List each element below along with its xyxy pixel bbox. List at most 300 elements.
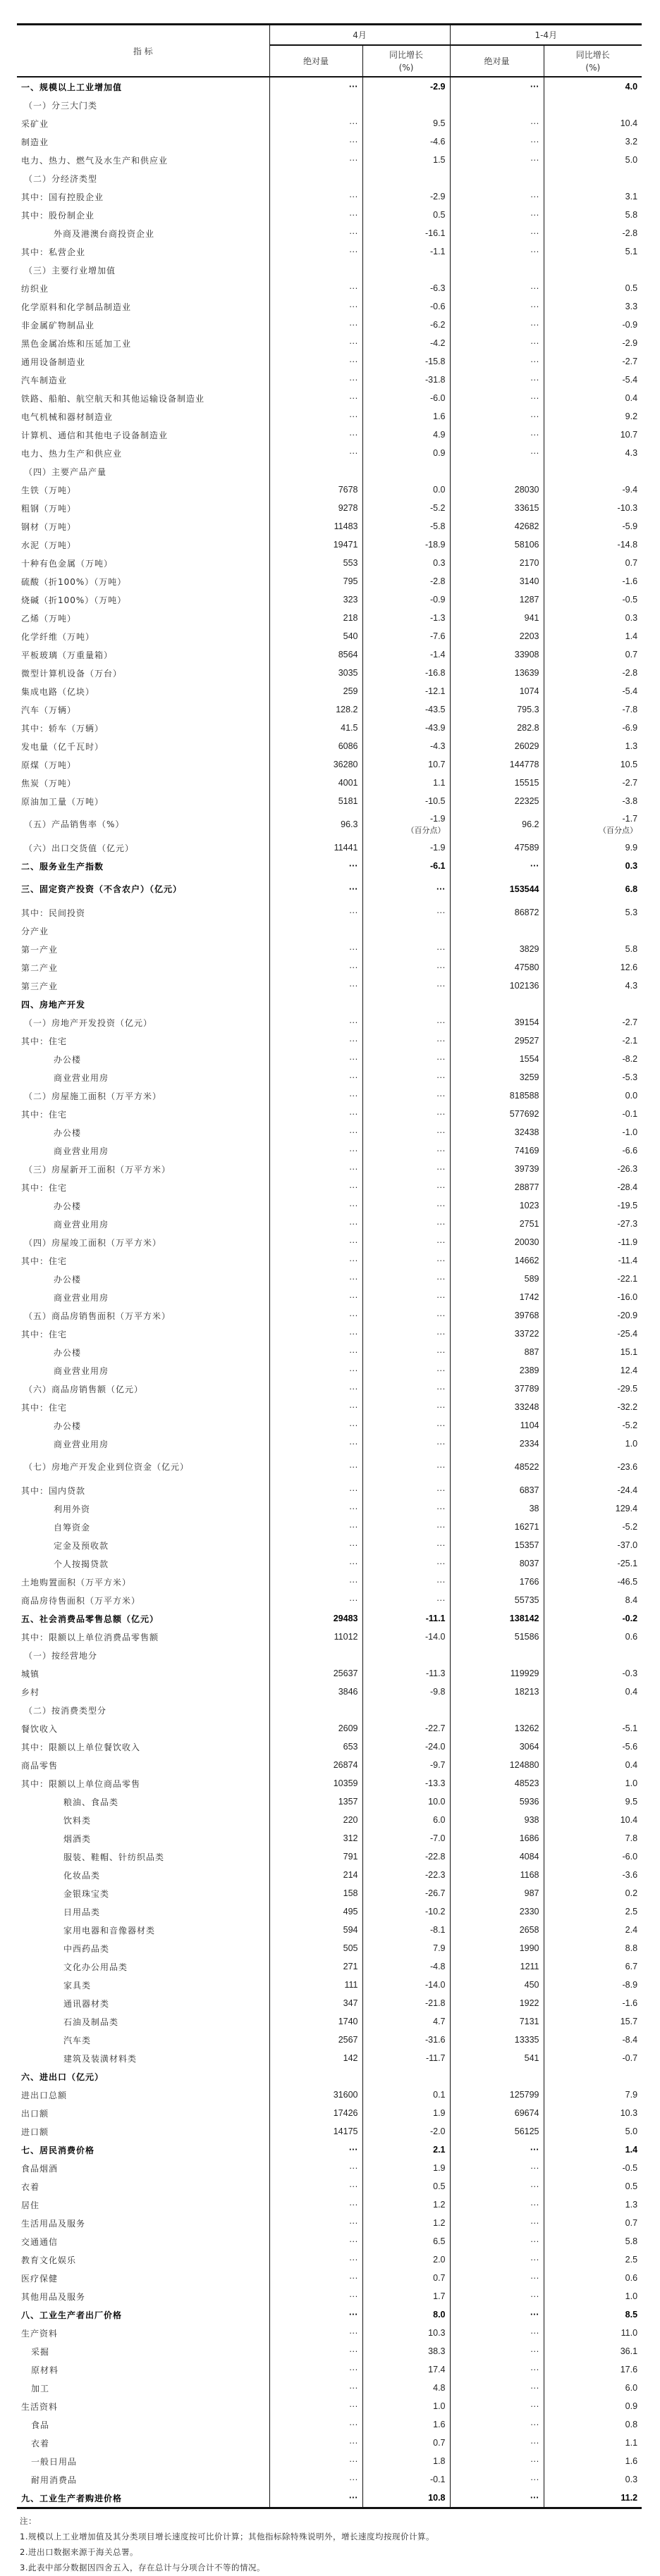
indicator-name: 办公楼: [54, 1347, 82, 1358]
month-yoy-value: -2.8: [362, 572, 450, 590]
ytd-abs-value: 3064: [450, 1738, 544, 1756]
indicator-name: （三）房屋新开工面积（万平方米）: [24, 1164, 171, 1175]
ytd-yoy-value: 3.2: [544, 132, 642, 151]
ytd-abs-value: 938: [450, 1811, 544, 1829]
ytd-yoy-value: 0.4: [544, 1683, 642, 1701]
ytd-yoy-value: -0.2: [544, 1609, 642, 1628]
table-row: [17, 1086, 642, 1105]
ytd-yoy-value: 5.8: [544, 206, 642, 224]
ytd-abs-value: 795.3: [450, 700, 544, 719]
month-abs-value: ···: [269, 1536, 362, 1554]
ytd-abs-value: ···: [450, 352, 544, 371]
table-row: [17, 1160, 642, 1178]
month-abs-value: ···: [269, 1416, 362, 1435]
ytd-yoy-value: 4.0: [544, 77, 642, 96]
table-row: [17, 2360, 642, 2379]
month-abs-value: ···: [269, 875, 362, 903]
indicator-name: 建筑及装潢材料类: [63, 2053, 138, 2064]
month-yoy-value: -31.8: [362, 371, 450, 389]
ytd-yoy-value: 8.5: [544, 2305, 642, 2324]
indicator-name: 化妆品类: [63, 1870, 101, 1881]
month-abs-value: ···: [269, 1398, 362, 1416]
table-row: [17, 206, 642, 224]
table-row: [17, 1499, 642, 1518]
month-abs-value: ···: [269, 1178, 362, 1196]
month-abs-value: ···: [269, 1499, 362, 1518]
indicator-name: 发电量（亿千瓦时）: [21, 741, 104, 752]
indicator-name: 土地购置面积（万平方米）: [21, 1577, 132, 1587]
month-yoy-value: -1.3: [362, 609, 450, 627]
month-abs-value: 11483: [269, 517, 362, 535]
ytd-yoy-value: -19.5: [544, 1196, 642, 1215]
indicator-name: 七、居民消费价格: [21, 2145, 95, 2155]
month-abs-value: ···: [269, 1270, 362, 1288]
ytd-abs-value: ···: [450, 2269, 544, 2287]
ytd-abs-value: ···: [450, 224, 544, 242]
ytd-yoy-value: 7.8: [544, 1829, 642, 1847]
ytd-abs-value: 1686: [450, 1829, 544, 1847]
indicator-name: 电气机械和器材制造业: [21, 411, 114, 422]
ytd-abs-value: ···: [450, 2250, 544, 2269]
table-row: [17, 590, 642, 609]
ytd-yoy-value: 0.7: [544, 2214, 642, 2232]
month-yoy-value: 0.3: [362, 554, 450, 572]
ytd-abs-value: 74169: [450, 1141, 544, 1160]
month-abs-value: ···: [269, 1160, 362, 1178]
table-header: [17, 25, 642, 78]
ytd-abs-value: 1922: [450, 1994, 544, 2012]
table-row: [17, 995, 642, 1013]
table-row: [17, 242, 642, 261]
month-abs-value: 347: [269, 1994, 362, 2012]
ytd-abs-value: [450, 922, 544, 940]
month-yoy-value: 1.9: [362, 2104, 450, 2122]
table-row: [17, 1628, 642, 1646]
month-abs-value: 259: [269, 682, 362, 700]
table-row: [17, 2104, 642, 2122]
ytd-abs-value: 26029: [450, 737, 544, 755]
month-abs-value: 111: [269, 1976, 362, 1994]
month-yoy-value: 9.5: [362, 114, 450, 132]
ytd-abs-value: ···: [450, 2379, 544, 2397]
month-abs-value: ···: [269, 389, 362, 407]
indicator-name: 其中：限额以上单位商品零售: [21, 1778, 141, 1789]
month-yoy-value: 0.0: [362, 481, 450, 499]
ytd-yoy-header: 同比增长 (%): [544, 45, 642, 77]
ytd-yoy-value: -0.3: [544, 1664, 642, 1683]
indicator-name: 中西药品类: [63, 1943, 110, 1954]
month-abs-value: [269, 1646, 362, 1664]
indicator-name: 生铁（万吨）: [21, 485, 77, 495]
indicator-name: 原材料: [31, 2365, 59, 2375]
month-yoy-value: ···: [362, 1398, 450, 1416]
indicator-name: 进出口总额: [21, 2090, 68, 2100]
ytd-abs-value: 20030: [450, 1233, 544, 1251]
ytd-abs-value: 39154: [450, 1013, 544, 1032]
ytd-yoy-value: 5.8: [544, 940, 642, 958]
month-abs-value: ···: [269, 114, 362, 132]
indicator-name: 黑色金属冶炼和压延加工业: [21, 338, 132, 349]
month-abs-value: ···: [269, 2452, 362, 2470]
ytd-yoy-value: -5.3: [544, 1068, 642, 1086]
ytd-abs-value: 33722: [450, 1325, 544, 1343]
table-row: [17, 2324, 642, 2342]
indicator-name: （五）商品房销售面积（万平方米）: [24, 1311, 171, 1321]
ytd-yoy-value: 10.7: [544, 426, 642, 444]
indicator-name: 八、工业生产者出厂价格: [21, 2310, 123, 2320]
month-yoy-value: -22.7: [362, 1719, 450, 1738]
month-yoy-value: ···: [362, 1288, 450, 1306]
table-row: [17, 857, 642, 875]
month-abs-value: ···: [269, 1306, 362, 1325]
month-abs-value: ···: [269, 2269, 362, 2287]
ytd-abs-value: 33908: [450, 645, 544, 664]
ytd-yoy-value: -8.2: [544, 1050, 642, 1068]
month-yoy-value: 17.4: [362, 2360, 450, 2379]
indicator-name: 商业营业用房: [54, 1219, 109, 1230]
ytd-abs-value: 42682: [450, 517, 544, 535]
table-row: [17, 481, 642, 499]
ytd-yoy-value: -3.8: [544, 792, 642, 810]
month-yoy-value: -6.3: [362, 279, 450, 297]
month-abs-value: ···: [269, 2305, 362, 2324]
indicator-name: 食品: [31, 2420, 50, 2430]
table-row: [17, 517, 642, 535]
table-row: [17, 774, 642, 792]
indicator-name: 乙烯（万吨）: [21, 613, 77, 624]
table-row: [17, 1884, 642, 1902]
month-abs-value: ···: [269, 1123, 362, 1141]
indicator-name: 商业营业用房: [54, 1366, 109, 1376]
ytd-abs-value: 96.2: [450, 810, 544, 838]
month-yoy-value: -9.8: [362, 1683, 450, 1701]
ytd-abs-value: 2203: [450, 627, 544, 645]
month-abs-value: 11441: [269, 838, 362, 857]
indicator-name: 生活用品及服务: [21, 2218, 86, 2229]
ytd-yoy-value: -11.4: [544, 1251, 642, 1270]
month-yoy-value: -6.0: [362, 389, 450, 407]
ytd-yoy-value: [544, 1646, 642, 1664]
month-yoy-value: 1.7: [362, 2287, 450, 2305]
ytd-yoy-value: [544, 96, 642, 114]
indicator-name: 其中：住宅: [21, 1182, 68, 1193]
ytd-abs-value: ···: [450, 2177, 544, 2196]
month-abs-value: ···: [269, 2141, 362, 2159]
indicator-name: 电力、热力、燃气及水生产和供应业: [21, 155, 169, 166]
month-yoy-value: ···: [362, 1068, 450, 1086]
ytd-abs-value: ···: [450, 2342, 544, 2360]
month-yoy-value: ···: [362, 1196, 450, 1215]
ytd-yoy-value: 5.0: [544, 2122, 642, 2141]
ytd-yoy-value: -3.6: [544, 1866, 642, 1884]
ytd-abs-value: 153544: [450, 875, 544, 903]
month-yoy-value: -22.8: [362, 1847, 450, 1866]
month-yoy-value: -7.0: [362, 1829, 450, 1847]
table-row: [17, 1518, 642, 1536]
table-row: [17, 2141, 642, 2159]
table-row: [17, 1573, 642, 1591]
table-row: [17, 2250, 642, 2269]
ytd-yoy-value: -7.8: [544, 700, 642, 719]
month-yoy-value: ···: [362, 958, 450, 977]
month-abs-value: 36280: [269, 755, 362, 774]
statistics-table: [17, 23, 642, 2509]
indicator-name: （三）主要行业增加值: [24, 265, 116, 275]
month-abs-value: ···: [269, 857, 362, 875]
table-row: [17, 2067, 642, 2086]
table-row: [17, 1398, 642, 1416]
ytd-abs-value: ···: [450, 2452, 544, 2470]
ytd-abs-value: 4084: [450, 1847, 544, 1866]
month-abs-value: [269, 995, 362, 1013]
month-yoy-value: ···: [362, 1123, 450, 1141]
table-row: [17, 261, 642, 279]
month-abs-value: [269, 96, 362, 114]
table-row: [17, 1866, 642, 1884]
month-yoy-value: -7.6: [362, 627, 450, 645]
month-abs-value: ···: [269, 1288, 362, 1306]
indicator-name: 平板玻璃（万重量箱）: [21, 650, 114, 660]
ytd-yoy-value: [544, 169, 642, 187]
month-abs-value: ···: [269, 1196, 362, 1215]
ytd-yoy-value: 1.0: [544, 1435, 642, 1453]
ytd-yoy-value: 15.7: [544, 2012, 642, 2031]
month-yoy-value: [362, 1646, 450, 1664]
ytd-yoy-value: -6.6: [544, 1141, 642, 1160]
indicator-name: 食品烟酒: [21, 2163, 59, 2174]
month-yoy-value: ···: [362, 940, 450, 958]
ytd-abs-value: ···: [450, 151, 544, 169]
month-abs-value: ···: [269, 2287, 362, 2305]
ytd-abs-value: ···: [450, 857, 544, 875]
month-yoy-value: 1.8: [362, 2452, 450, 2470]
month-abs-value: ···: [269, 1251, 362, 1270]
ytd-yoy-value: 0.6: [544, 2269, 642, 2287]
month-abs-value: ···: [269, 1361, 362, 1380]
month-abs-value: ···: [269, 242, 362, 261]
month-yoy-value: 2.0: [362, 2250, 450, 2269]
table-row: [17, 187, 642, 206]
ytd-abs-value: ···: [450, 2287, 544, 2305]
month-abs-value: ···: [269, 407, 362, 426]
table-row: [17, 1251, 642, 1270]
ytd-abs-value: 3829: [450, 940, 544, 958]
table-row: [17, 2489, 642, 2508]
table-row: [17, 1939, 642, 1957]
ytd-yoy-value: 8.4: [544, 1591, 642, 1609]
month-abs-value: ···: [269, 2214, 362, 2232]
table-row: [17, 2470, 642, 2489]
ytd-abs-value: 2170: [450, 554, 544, 572]
indicator-name: 其中：住宅: [21, 1402, 68, 1413]
month-yoy-value: -1.4: [362, 645, 450, 664]
table-row: [17, 1032, 642, 1050]
ytd-abs-value: 29527: [450, 1032, 544, 1050]
month-abs-value: [269, 261, 362, 279]
ytd-abs-value: 13639: [450, 664, 544, 682]
table-row: [17, 169, 642, 187]
indicator-name: 其中：民间投资: [21, 908, 86, 918]
ytd-abs-value: 2389: [450, 1361, 544, 1380]
notes-title: 注：: [20, 2516, 37, 2526]
month-abs-value: ···: [269, 1554, 362, 1573]
indicator-name: 计算机、通信和其他电子设备制造业: [21, 430, 169, 440]
table-row: [17, 114, 642, 132]
month-yoy-value: 4.7: [362, 2012, 450, 2031]
indicator-name: 日用品类: [63, 1907, 101, 1917]
ytd-yoy-value: -1.0: [544, 1123, 642, 1141]
ytd-abs-value: 38: [450, 1499, 544, 1518]
month-yoy-value: [362, 1701, 450, 1719]
table-row: [17, 1306, 642, 1325]
month-yoy-value: ···: [362, 1233, 450, 1251]
ytd-abs-value: ···: [450, 371, 544, 389]
month-yoy-value: -16.8: [362, 664, 450, 682]
indicator-name: 粮油、食品类: [63, 1797, 119, 1807]
indicator-name: 制造业: [21, 137, 49, 147]
ytd-abs-value: 32438: [450, 1123, 544, 1141]
indicator-name: （六）出口交货值（亿元）: [24, 843, 135, 853]
indicator-name: 化学原料和化学制品制造业: [21, 302, 132, 312]
month-abs-value: 11012: [269, 1628, 362, 1646]
ytd-yoy-value: -5.2: [544, 1416, 642, 1435]
indicator-name: （一）按经营地分: [24, 1650, 98, 1661]
ytd-yoy-value: 12.4: [544, 1361, 642, 1380]
table-row: [17, 700, 642, 719]
month-yoy-value: -4.6: [362, 132, 450, 151]
indicator-name: 其中：住宅: [21, 1256, 68, 1266]
indicator-name: 家用电器和音像器材类: [63, 1925, 156, 1936]
month-yoy-value: 0.7: [362, 2434, 450, 2452]
ytd-yoy-value: -9.4: [544, 481, 642, 499]
ytd-yoy-value: 1.6: [544, 2452, 642, 2470]
ytd-yoy-value: 9.9: [544, 838, 642, 857]
indicator-name: 通讯器材类: [63, 1998, 110, 2009]
month-abs-value: ···: [269, 1573, 362, 1591]
ytd-abs-value: 1168: [450, 1866, 544, 1884]
ytd-yoy-value: 129.4: [544, 1499, 642, 1518]
month-yoy-value: [362, 2067, 450, 2086]
indicator-name: 交通通信: [21, 2236, 59, 2247]
table-row: [17, 2159, 642, 2177]
table-row: [17, 2031, 642, 2049]
indicator-name: 乡村: [21, 1687, 40, 1697]
month-abs-value: ···: [269, 132, 362, 151]
month-abs-value: ···: [269, 1215, 362, 1233]
indicator-name: （二）按消费类型分: [24, 1705, 107, 1716]
table-row: [17, 316, 642, 334]
indicator-name: （四）主要产品产量: [24, 466, 107, 477]
table-row: [17, 151, 642, 169]
ytd-yoy-value: 4.3: [544, 977, 642, 995]
month-abs-value: ···: [269, 903, 362, 922]
month-abs-value: 2609: [269, 1719, 362, 1738]
ytd-yoy-value: -29.5: [544, 1380, 642, 1398]
indicator-name: 商业营业用房: [54, 1146, 109, 1156]
indicator-name: 微型计算机设备（万台）: [21, 668, 123, 679]
ytd-yoy-value: 10.3: [544, 2104, 642, 2122]
indicator-name: 水泥（万吨）: [21, 540, 77, 550]
month-yoy-value: -43.9: [362, 719, 450, 737]
month-abs-value: 3035: [269, 664, 362, 682]
table-row: [17, 838, 642, 857]
month-yoy-value: ···: [362, 1481, 450, 1499]
ytd-yoy-value: -22.1: [544, 1270, 642, 1288]
indicator-name: 定金及预收款: [54, 1540, 109, 1551]
ytd-yoy-value: -6.0: [544, 1847, 642, 1866]
month-abs-value: ···: [269, 2397, 362, 2415]
ytd-yoy-value: 0.7: [544, 554, 642, 572]
indicator-header: 指 标: [17, 25, 269, 78]
ytd-yoy-value: 0.5: [544, 279, 642, 297]
month-yoy-value: ···: [362, 1306, 450, 1325]
indicator-name: 第一产业: [21, 944, 59, 955]
ytd-abs-value: 56125: [450, 2122, 544, 2141]
indicator-name: 九、工业生产者购进价格: [17, 2489, 269, 2508]
ytd-abs-header: 绝对量: [450, 45, 544, 77]
table-row: [17, 444, 642, 462]
indicator-name: 十种有色金属（万吨）: [21, 558, 114, 569]
table-row: [17, 96, 642, 114]
month-abs-value: ···: [269, 187, 362, 206]
ytd-yoy-value: -2.7: [544, 1013, 642, 1032]
table-row: [17, 1994, 642, 2012]
ytd-abs-value: 15357: [450, 1536, 544, 1554]
month-abs-value: ···: [269, 1343, 362, 1361]
ytd-yoy-value: -28.4: [544, 1178, 642, 1196]
table-row: [17, 810, 642, 838]
ytd-yoy-value: 3.1: [544, 187, 642, 206]
ytd-abs-value: ···: [450, 334, 544, 352]
month-yoy-value: -2.9: [362, 187, 450, 206]
indicator-name: 其中：住宅: [21, 1329, 68, 1339]
ytd-yoy-value: -11.9: [544, 1233, 642, 1251]
month-yoy-value: ···: [362, 1251, 450, 1270]
month-yoy-value: -14.0: [362, 1628, 450, 1646]
ytd-yoy-value: 0.2: [544, 1884, 642, 1902]
table-row: [17, 609, 642, 627]
ytd-abs-value: 144778: [450, 755, 544, 774]
month-abs-value: ···: [269, 1435, 362, 1453]
indicator-name: 出口额: [21, 2108, 49, 2119]
month-abs-value: ···: [269, 1453, 362, 1481]
month-yoy-value: ···: [362, 1141, 450, 1160]
ytd-yoy-value: 1.1: [544, 2434, 642, 2452]
month-abs-value: 9278: [269, 499, 362, 517]
notes: [17, 2513, 642, 2575]
month-yoy-value: ···: [362, 1050, 450, 1068]
table-row: [17, 1774, 642, 1792]
ytd-abs-value: 51586: [450, 1628, 544, 1646]
indicator-name: 五、社会消费品零售总额（亿元）: [21, 1614, 159, 1624]
table-row: [17, 572, 642, 590]
indicator-name: （二）房屋施工面积（万平方米）: [24, 1091, 162, 1101]
month-yoy-value: 6.0: [362, 1811, 450, 1829]
indicator-name: 商业营业用房: [54, 1439, 109, 1449]
ytd-abs-value: [450, 1701, 544, 1719]
ytd-abs-value: 48522: [450, 1453, 544, 1481]
ytd-yoy-value: -8.9: [544, 1976, 642, 1994]
ytd-yoy-value: 5.3: [544, 903, 642, 922]
indicator-name: 文化办公用品类: [63, 1962, 128, 1972]
month-abs-value: ···: [269, 1032, 362, 1050]
month-abs-value: ···: [269, 2196, 362, 2214]
month-abs-value: 1357: [269, 1792, 362, 1811]
month-yoy-value: [362, 922, 450, 940]
indicator-name: 其中：国内贷款: [21, 1485, 86, 1496]
month-abs-value: 158: [269, 1884, 362, 1902]
indicator-name: 第三产业: [21, 981, 59, 991]
